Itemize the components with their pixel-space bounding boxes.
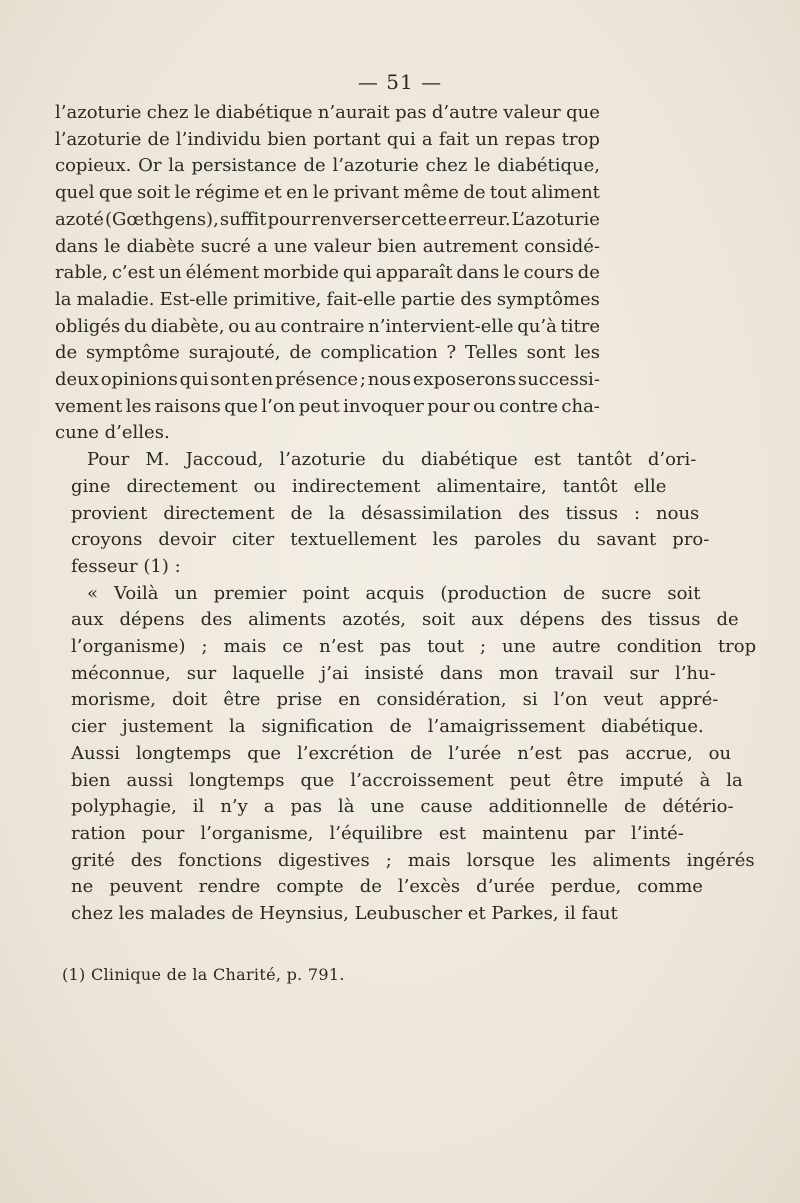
- text-line: la maladie. Est-elle primitive, fait-elle partie des symptômes: [55, 288, 600, 310]
- text-line: chez les malades de Heynsius, Leubuscher et Parkes, il faut: [71, 903, 618, 925]
- text-line: cier justement la signification de l’amaigrissement diabétique.: [71, 716, 704, 738]
- text-line: fesseur (1) :: [71, 555, 181, 577]
- text-line: de symptôme surajouté, de complication ? Telles sont les: [55, 342, 600, 364]
- text-line: Aussi longtemps que l’excrétion de l’urée n’est pas accrue, ou: [71, 742, 732, 764]
- text-line: ne peuvent rendre compte de l’excès d’urée perdue, comme: [71, 876, 703, 898]
- text-line: deux opinions qui sont en présence ; nous exposerons successi-: [55, 369, 600, 391]
- paragraph: [55, 100, 600, 447]
- body-text: [55, 100, 757, 928]
- paragraph: [55, 447, 710, 581]
- text-line: polyphagie, il n’y a pas là une cause additionnelle de détério-: [71, 796, 734, 818]
- text-line: l’azoturie de l’individu bien portant qui a fait un repas trop: [55, 128, 600, 150]
- text-line: morisme, doit être prise en considération, si l’on veut appré-: [71, 689, 719, 711]
- paragraph: [55, 581, 757, 928]
- text-line: l’organisme) ; mais ce n’est pas tout ; une autre condition trop: [71, 636, 757, 658]
- footnote: (1) Clinique de la Charité, p. 791.: [62, 965, 345, 984]
- text-line: méconnue, sur laquelle j’ai insisté dans mon travail sur l’hu-: [71, 662, 716, 684]
- text-line: « Voilà un premier point acquis (production de sucre soit: [87, 582, 701, 604]
- text-line: copieux. Or la persistance de l’azoturie chez le diabétique,: [55, 155, 600, 177]
- text-line: rable, c’est un élément morbide qui apparaît dans le cours de: [55, 262, 600, 284]
- text-line: dans le diabète sucré a une valeur bien autrement considé-: [55, 235, 600, 257]
- text-line: quel que soit le régime et en le privant même de tout aliment: [55, 182, 600, 204]
- text-line: bien aussi longtemps que l’accroissement peut être imputé à la: [71, 769, 743, 791]
- text-line: vement les raisons que l’on peut invoquer pour ou contre cha-: [55, 395, 600, 417]
- text-line: obligés du diabète, ou au contraire n’intervient-elle qu’à titre: [55, 315, 600, 337]
- text-line: ration pour l’organisme, l’équilibre est maintenu par l’inté-: [71, 822, 684, 844]
- text-line: l’azoturie chez le diabétique n’aurait pas d’autre valeur que: [55, 102, 600, 123]
- text-line: gine directement ou indirectement alimentaire, tantôt elle: [71, 475, 667, 497]
- text-line: aux dépens des aliments azotés, soit aux dépens des tissus de: [71, 609, 739, 631]
- text-line: azoté (Gœthgens), suffit pour renverser cette erreur. L’azoturie: [55, 208, 600, 230]
- text-line: croyons devoir citer textuellement les paroles du savant pro-: [71, 529, 710, 551]
- page-number: — 51 —: [357, 70, 443, 94]
- text-line: provient directement de la désassimilation des tissus : nous: [71, 502, 700, 524]
- text-line: grité des fonctions digestives ; mais lorsque les aliments ingérés: [71, 849, 755, 871]
- text-line: Pour M. Jaccoud, l’azoturie du diabétique est tantôt d’ori-: [87, 449, 697, 471]
- text-line: cune d’elles.: [55, 422, 170, 444]
